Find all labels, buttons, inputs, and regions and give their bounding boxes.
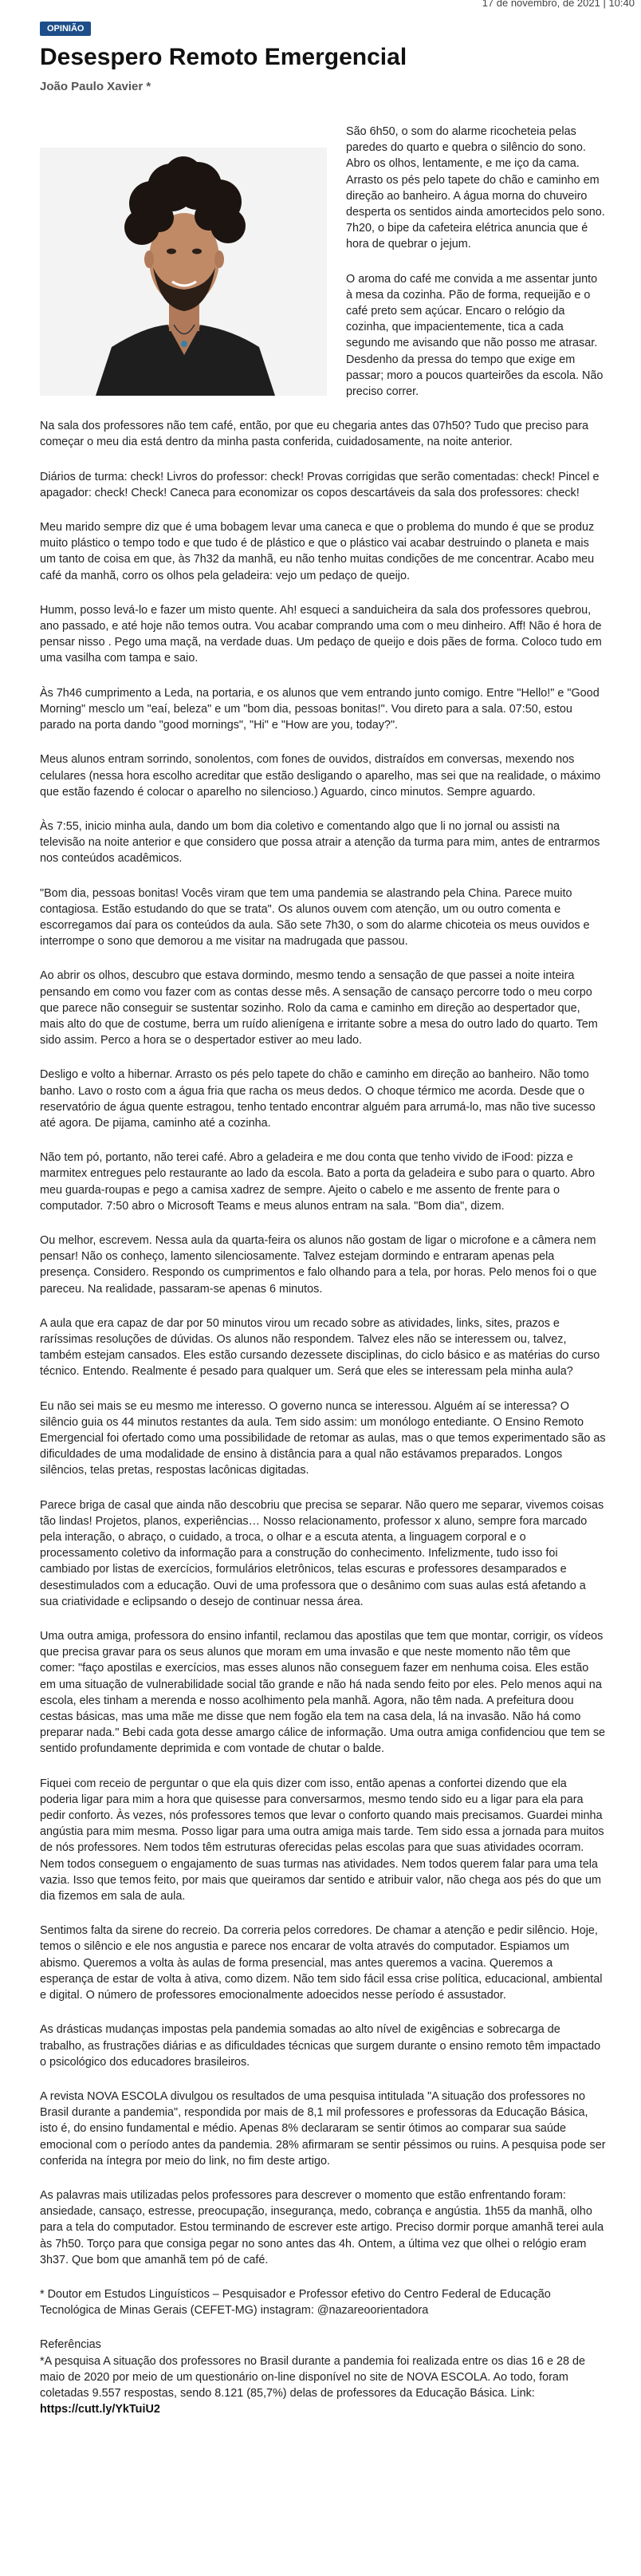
paragraph: Não tem pó, portanto, não terei café. Abro a geladeira e me dou conta que tenho vivido de iFood: pizza e marmitex entregues pelo restaurante ao lado da escola. Bato a porta da geladeira e subo para o quarto. Abro meu guarda-roupas e pego a camisa xadrez de sempre. Ajeito o cabelo e me assento de frente para o computador. 7:50 abro o Microsoft Teams e meus alunos entram na sala. "Bom dia", dizem.	[40, 1151, 595, 1213]
references-section	[40, 2337, 607, 2417]
article-title: Desespero Remoto Emergencial	[40, 44, 407, 70]
paragraph: Meus alunos entram sorrindo, sonolentos, com fones de ouvidos, distraídos em conversas, mexendo nos celulares (nessa hora escolho acreditar que estão desligando o aparelho, mas sei que na realidade, o máximo que estão fazendo é colocar o aparelho no silencioso.) Aguardo, cinco minutos. Sempre aguardo.	[40, 753, 601, 799]
author-portrait-image	[40, 148, 327, 396]
paragraph: Eu não sei mais se eu mesmo me interesso. O governo nunca se interessou. Alguém aí se interessa? O silêncio guia os 44 minutos restantes da aula. Tem sido assim: um monólogo entediante. O Ensino Remoto Emergencial foi ofertado como uma possibilidade de retomar as aulas, mas o que temos experimentado são as dificuldades de uma modalidade de ensino à distância para a qual não estávamos preparados. Longos silêncios, telas pretas, respostas lacônicas digitadas.	[40, 1399, 606, 1477]
paragraph: O aroma do café me convida a me assentar junto à mesa da cozinha. Pão de forma, requeijão e o café preto sem açúcar. Encaro o relógio da cozinha, que impacientemente, tica a cada segundo me avisando que não posso me atrasar. Desdenho da pressa do tempo que exige em passar; moro a poucos quarteirões da escola. Não preciso correr.	[346, 272, 604, 399]
paragraph: Às 7:55, inicio minha aula, dando um bom dia coletivo e comentando algo que li no jornal ou assisti na televisão na noite anterior e que considero que possa atrair a atenção da turma para mim, antes de entrarmos nos conteúdos acadêmicos.	[40, 819, 600, 866]
paragraph: Diários de turma: check! Livros do professor: check! Provas corrigidas que serão comentadas: check! Pincel e apagador: check! Check! Caneca para economizar os copos descartáveis da sala dos professores: check!	[40, 470, 600, 499]
references-title: Referências	[40, 2338, 101, 2352]
references-text: *A pesquisa A situação dos professores no Brasil durante a pandemia foi realizada entre os dias 16 e 28 de maio de 2020 por meio de um questionário on-line disponível no site de NOVA ESCOLA. Ao todo, foram coletadas 9.557 respostas, sendo 8.121 (85,7%) delas de professores da Educação Básica. Link:	[40, 2354, 585, 2400]
paragraph: Fiquei com receio de perguntar o que ela quis dizer com isso, então apenas a confortei dizendo que ela poderia ligar para mim a hora que quisesse para conversarmos, mesmo tendo sido eu a ligar para ela para pedir conforto. Às vezes, nós professores temos que levar o conforto quando mais precisamos. Guardei minha angústia para mim mesma. Posso ligar para uma outra amiga mais tarde. Tem sido essa a jornada para muitos de nós professores. Nem todos têm estruturas oferecidas pelas escolas para que suas atividades ocorram. Nem todos conseguem o engajamento de suas turmas nas atividades. Nem todos querem falar para uma tela vazia. Isso que temos feito, por mais que queiramos dar sentido e atribuir valor, não chega aos pés do que um dia fizemos em sala de aula.	[40, 1777, 604, 1903]
paragraph: São 6h50, o som do alarme ricocheteia pelas paredes do quarto e quebra o silêncio do sono. Abro os olhos, lentamente, e me iço da cama. Arrasto os pés pelo tapete do chão e caminho em direção ao banheiro. A água morna do chuveiro desperta os sentidos ainda amortecidos pelo sono. 7h20, o bipe da cafeteira elétrica anuncia que é hora de quebrar o jejum.	[346, 125, 605, 251]
article-container	[40, 21, 607, 2417]
paragraph: Ou melhor, escrevem. Nessa aula da quarta-feira os alunos não gostam de ligar o microfone e a câmera nem pensar! Não os conheço, lamento silenciosamente. Talvez estejam dormindo e entraram apenas pela presença. Considero. Respondo os cumprimentos e falo olhando para a tela, por horas. Pelo menos foi o que pareceu. Na realidade, passaram-se apenas 6 minutos.	[40, 1233, 597, 1296]
references-link[interactable]: https://cutt.ly/YkTuiU2	[40, 2403, 160, 2416]
paragraph: Na sala dos professores não tem café, então, por que eu chegaria antes das 07h50? Tudo que preciso para começar o meu dia está dentro da minha pasta conferida, cuidadosamente, na noite anterior.	[40, 420, 589, 449]
paragraph: Parece briga de casal que ainda não descobriu que precisa se separar. Não quero me separar, vivemos coisas tão lindas! Projetos, planos, experiências… Nosso relacionamento, professor x aluno, sempre fora marcado pela interação, o abraço, o cuidado, a troca, o olhar e a escuta atenta, a linguagem corporal e o processamento coletivo da informação para a construção do conhecimento. Infelizmente, tudo isso foi cambiado por listas de exercícios, formulários eletrônicos, telas escuras e professores desamparados e desestimulados com a educação. Ouvi de uma professora que o desânimo com suas aulas está afetando a sua criatividade e eclipsando o desejo de continuar nessa área.	[40, 1498, 604, 1608]
author-footnote: * Doutor em Estudos Linguísticos – Pesquisador e Professor efetivo do Centro Federal de Educação Tecnológica de Minas Gerais (CEFET-MG) instagram: @nazareoorientadora	[40, 2287, 551, 2318]
paragraph: Desligo e volto a hibernar. Arrasto os pés pelo tapete do chão e caminho em direção ao banheiro. Não tomo banho. Lavo o rosto com a água fria que racha os meus dedos. O choque térmico me acorda. Desde que o reservatório de água quente estragou, tenho tentado encontrar alguém para arrumá-lo, mas não tive sucesso até agora. De pijama, caminho até a cozinha.	[40, 1068, 596, 1130]
category-badge[interactable]: OPINIÃO	[40, 22, 91, 36]
paragraph: Sentimos falta da sirene do recreio. Da correria pelos corredores. De chamar a atenção e pedir silêncio. Hoje, temos o silêncio e ele nos angustia e parece nos encarar de volta através do computador. Espiamos um abismo. Queremos a volta às aulas de forma presencial, mas antes queremos a vacina. Queremos a esperança de estar de volta à ativa, como dizem. Não tem sido fácil essa crise política, educacional, ambiental e digital. O número de professores emocionalmente adoecidos nesse período é assustador.	[40, 1924, 603, 2002]
paragraph: Ao abrir os olhos, descubro que estava dormindo, mesmo tendo a sensação de que passei a noite inteira pensando em como vou fazer com as contas desse mês. A sensação de cansaço percorre todo o meu corpo que parece não conseguir se sustentar sozinho. Rolo da cama e caminho em direção ao despertador que, mais alto do que de costume, berra um ruído alienígena e irritante sobre a mesa do outro lado do quarto. Tem sido assim. Perco a hora se o despertador estiver ao meu lado.	[40, 969, 598, 1047]
article-body	[40, 124, 607, 2417]
paragraph: As drásticas mudanças impostas pela pandemia somadas ao alto nível de exigências e sobrecarga de trabalho, as frustrações diárias e as dificuldades técnicas que surgem durante o ensino remoto têm impactado o psicológico dos educadores brasileiros.	[40, 2023, 601, 2069]
paragraph: As palavras mais utilizadas pelos professores para descrever o momento que estão enfrentando foram: ansiedade, cansaço, estresse, preocupação, insegurança, medo, cobrança e angústia. 1h55 da manhã, olho para a tela do computador. Estou terminando de escrever este artigo. Preciso dormir porque amanhã terei aula às 7h50. Torço para que consiga pegar no sono antes das 4h. Ontem, a última vez que olhei o relógio eram 3h37. Que bom que amanhã tem pó de café.	[40, 2188, 604, 2266]
author-photo	[40, 148, 327, 396]
publish-date: 17 de novembro, de 2021 | 10:40	[482, 0, 635, 9]
paragraph: A revista NOVA ESCOLA divulgou os resultados de uma pesquisa intitulada "A situação dos professores no Brasil durante a pandemia", respondida por mais de 8,1 mil professores e professoras da Educação Básica, isto é, do ensino fundamental e médio. Apenas 8% declararam se sentir ótimos ao comparar sua saúde emocional com o período antes da pandemia. 28% afirmaram se sentir péssimos ou ruins. A pesquisa pode ser conferida na íntegra por meio do link, no fim deste artigo.	[40, 2089, 606, 2168]
paragraph: Meu marido sempre diz que é uma bobagem levar uma caneca e que o problema do mundo é que se produz muito plástico o tempo todo e que tudo é de plástico e que o plástico vai acabar destruindo o planeta e mais um tanto de coisa em que, às 7h32 da manhã, eu não tenho muitas condições de me concentrar. Acabo meu café da manhã, corro os olhos pela geladeira: vejo um pedaço de queijo.	[40, 521, 595, 582]
author-name: João Paulo Xavier *	[40, 80, 151, 93]
paragraph: "Bom dia, pessoas bonitas! Vocês viram que tem uma pandemia se alastrando pela China. Parece muito contagiosa. Estão estudando do que se trata". Os alunos ouvem com atenção, um ou outro comenta e escorregamos daí para os conteúdos da aula. São sete 7h30, o som do alarme chicoteia os meus ouvidos e interrompe o sono que demorou a me visitar na madrugada que passou.	[40, 886, 590, 949]
paragraph: Às 7h46 cumprimento a Leda, na portaria, e os alunos que vem entrando junto comigo. Entre "Hello!" e "Good Morning" mesclo um "eaí, beleza" e um "bom dia, pessoas bonitas!". Vou direto para a sala. 07:50, estou parado na porta dando "good mornings", "Hi" e "How are you, today?".	[40, 686, 600, 732]
paragraph: Humm, posso levá-lo e fazer um misto quente. Ah! esqueci a sanduicheira da sala dos professores quebrou, ano passado, e até hoje não temos outra. Vou acabar comprando uma com o meu dinheiro. Aff! Não é hora de pensar nisso . Pego uma maçã, na verdade duas. Um pedaço de queijo e dois pães de forma. Coloco tudo em uma vasilha com tampa e saio.	[40, 603, 602, 665]
paragraph: A aula que era capaz de dar por 50 minutos virou um recado sobre as atividades, links, sites, prazos e raríssimas resoluções de dúvidas. Os alunos não respondem. Talvez eles não se interessem ou, talvez, também estejam cansados. Eles estão cursando dezessete disciplinas, do ciclo básico e as matérias do curso técnico. Entendo. Realmente é pesado para qualquer um. Será que eles se interessam pela minha aula?	[40, 1316, 600, 1379]
paragraph: Uma outra amiga, professora do ensino infantil, reclamou das apostilas que tem que montar, corrigir, os vídeos que precisa gravar para os seus alunos que moram em uma invasão e que neste momento não têm que comer: "faço apostilas e exercícios, mas esses alunos não conseguem fazer em nenhuma coisa. Eles estão em uma situação de vulnerabilidade social tão grande e não há nada sendo feito por eles. Pelo menos aqui na escola, eles tinham a merenda e nosso acolhimento pela manhã. Agora, não têm nada. A prefeitura doou cestas básicas, mas uma mãe me disse que nem fogão ela tem na casa dela, lá na invasão. Não há como preparar nada." Bebi cada gota desse amargo cálice de informação. Uma outra amiga confidenciou que tem se sentido profundamente deprimida e com vontade de chutar o balde.	[40, 1630, 606, 1756]
